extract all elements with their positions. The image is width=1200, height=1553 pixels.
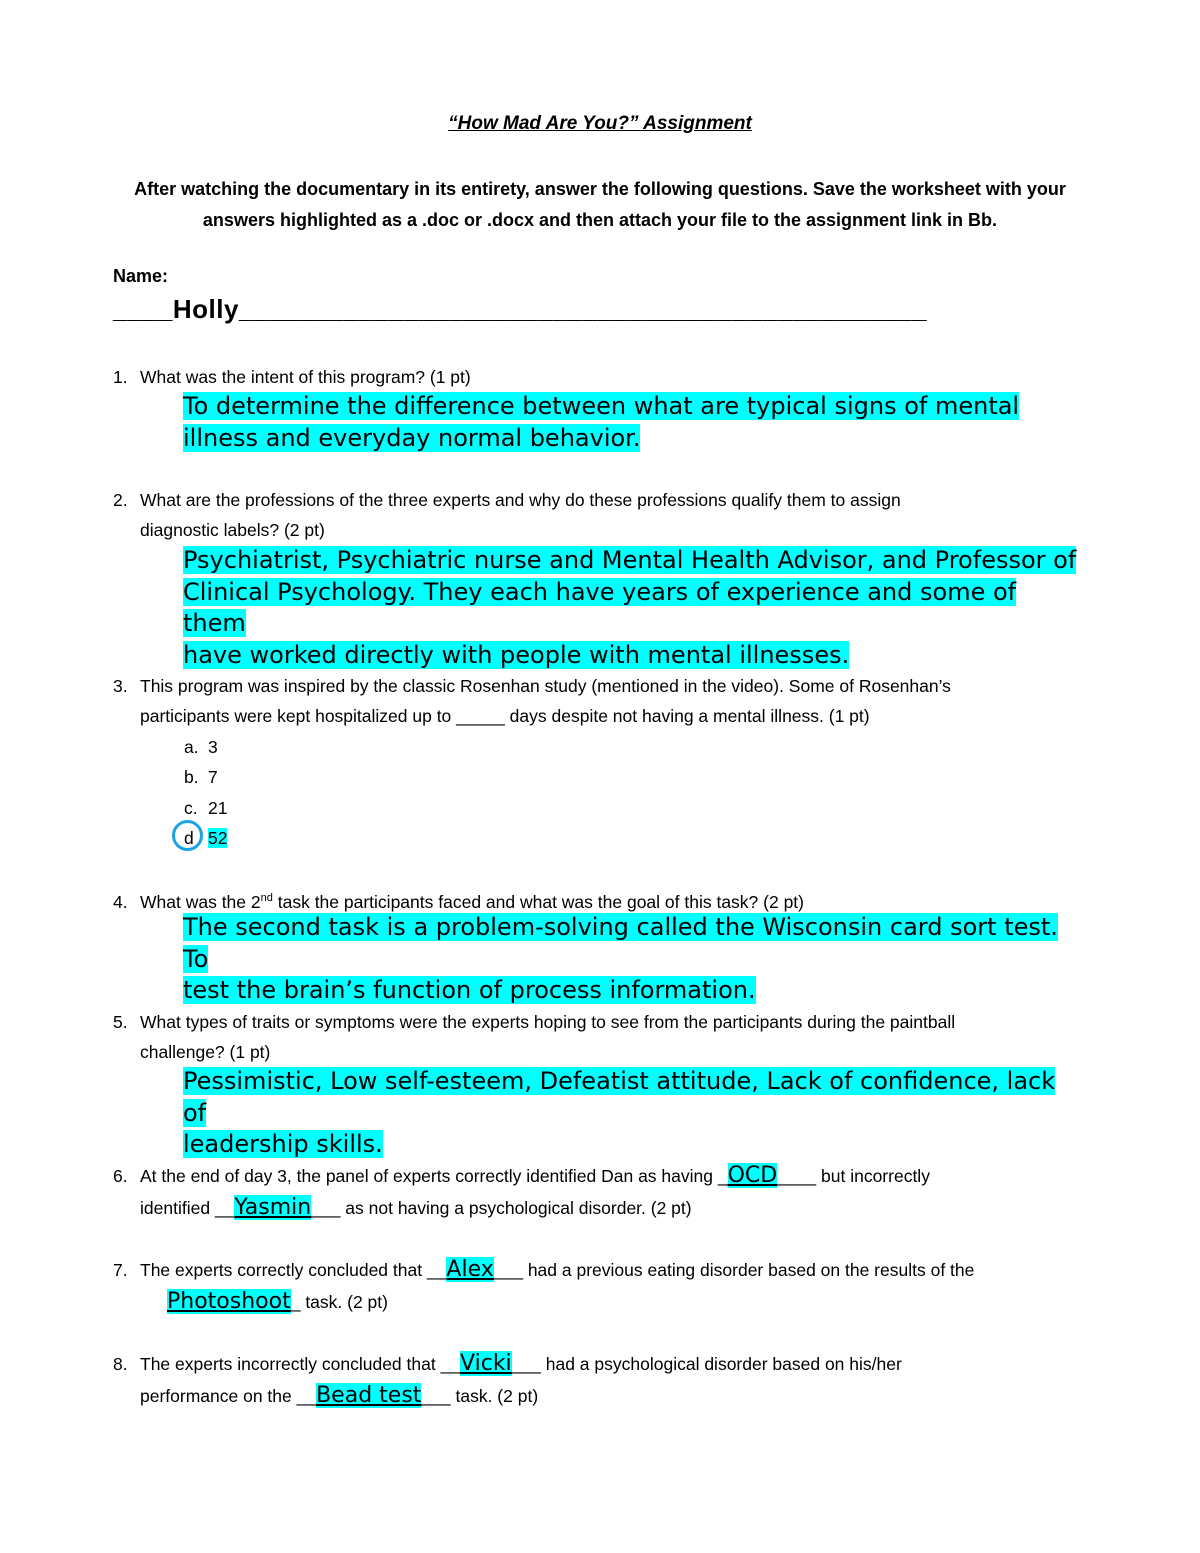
option-d <box>184 823 227 853</box>
answer-blank: Vicki <box>460 1351 512 1376</box>
option-letter: b. <box>184 767 199 787</box>
answer-2 <box>183 545 1083 671</box>
question-text: task the participants faced and what was the goal of this task? (2 pt) <box>272 891 805 912</box>
question-number: 8. <box>113 1354 128 1374</box>
answer-1 <box>183 391 1083 454</box>
option-c <box>184 793 227 823</box>
question-5 <box>113 1007 1088 1067</box>
answer-blank: Alex <box>446 1257 494 1282</box>
question-3 <box>113 671 1088 731</box>
option-value: 52 <box>208 828 228 848</box>
question-text: This program was inspired by the classic Rosenhan study (mentioned in the video). Some of Rosenhan’s <box>140 676 951 696</box>
answer-line: leadership skills. <box>183 1130 383 1158</box>
name-field <box>113 294 927 325</box>
name-label: Name: <box>113 266 169 286</box>
answer-line: To determine the difference between what are typical signs of mental <box>183 392 1020 420</box>
option-a <box>184 732 218 762</box>
question-6 <box>113 1160 1088 1224</box>
question-text: What are the professions of the three experts and why do these professions qualify them to assign <box>140 490 901 510</box>
name-suffix: ______________________________________________ <box>238 294 928 324</box>
question-text: diagnostic labels? (2 pt) <box>140 520 325 540</box>
question-text: The experts correctly concluded that __ <box>140 1260 447 1280</box>
answer-line: illness and everyday normal behavior. <box>183 423 641 452</box>
name-prefix: ____ <box>113 294 173 324</box>
question-text: ____ but incorrectly <box>777 1166 930 1186</box>
answer-4 <box>183 912 1083 1007</box>
question-text: ___ had a previous eating disorder based on the results of the <box>493 1260 975 1280</box>
question-7 <box>113 1254 1088 1318</box>
question-number: 1. <box>113 367 128 387</box>
question-text: What was the 2 <box>140 891 261 912</box>
option-letter: c. <box>184 798 198 818</box>
question-text: ___ task. (2 pt) <box>421 1386 539 1406</box>
question-text: What types of traits or symptoms were the experts hoping to see from the participants during the paintball <box>140 1012 956 1032</box>
answer-blank: Photoshoot <box>167 1289 291 1314</box>
question-text: ___ as not having a psychological disorder. (2 pt) <box>311 1198 692 1218</box>
answer-line: have worked directly with people with mental illnesses. <box>183 640 850 669</box>
question-text: identified __ <box>140 1198 235 1218</box>
answer-line: The second task is a problem-solving called the Wisconsin card sort test. To <box>183 913 1058 973</box>
question-number: 3. <box>113 676 128 696</box>
question-text: ___ had a psychological disorder based on his/her <box>511 1354 902 1374</box>
option-value: 21 <box>208 798 228 818</box>
answer-line: Clinical Psychology. They each have years of experience and some of them <box>183 577 1017 637</box>
document-title: “How Mad Are You?” Assignment <box>448 113 752 134</box>
answer-blank: Bead test <box>316 1383 422 1408</box>
question-number: 5. <box>113 1012 128 1032</box>
question-text: participants were kept hospitalized up to _____ days despite not having a mental illness. (1 pt) <box>140 706 870 726</box>
question-text: The experts incorrectly concluded that __ <box>140 1354 461 1374</box>
question-number: 6. <box>113 1166 128 1186</box>
question-text: performance on the __ <box>140 1386 317 1406</box>
question-number: 4. <box>113 891 128 912</box>
question-2 <box>113 485 1088 545</box>
superscript: nd <box>260 892 273 904</box>
option-value: 3 <box>208 737 218 757</box>
question-text: What was the intent of this program? (1 pt) <box>140 367 471 387</box>
answer-blank: OCD <box>727 1163 778 1188</box>
answer-5 <box>183 1066 1083 1161</box>
question-number: 7. <box>113 1260 128 1280</box>
answer-line: Psychiatrist, Psychiatric nurse and Mental Health Advisor, and Professor of <box>183 546 1077 574</box>
question-text: challenge? (1 pt) <box>140 1042 271 1062</box>
question-number: 2. <box>113 490 128 510</box>
instructions: After watching the documentary in its entirety, answer the following questions. Save the worksheet with your answers highlighted as a .doc or .docx and then attach your file to the assignment link in Bb. <box>134 179 1066 230</box>
question-text: _ task. (2 pt) <box>290 1292 388 1312</box>
answer-line: Pessimistic, Low self-esteem, Defeatist attitude, Lack of confidence, lack of <box>183 1067 1056 1127</box>
question-text: At the end of day 3, the panel of experts correctly identified Dan as having _ <box>140 1166 728 1186</box>
answer-line: test the brain’s function of process information. <box>183 976 756 1004</box>
name-value: Holly <box>172 294 239 324</box>
question-8 <box>113 1348 1088 1412</box>
option-letter: a. <box>184 737 199 757</box>
option-value: 7 <box>208 767 218 787</box>
option-b <box>184 762 218 792</box>
answer-blank: Yasmin <box>234 1195 312 1220</box>
option-letter: d <box>184 828 194 848</box>
question-1 <box>113 362 1088 392</box>
